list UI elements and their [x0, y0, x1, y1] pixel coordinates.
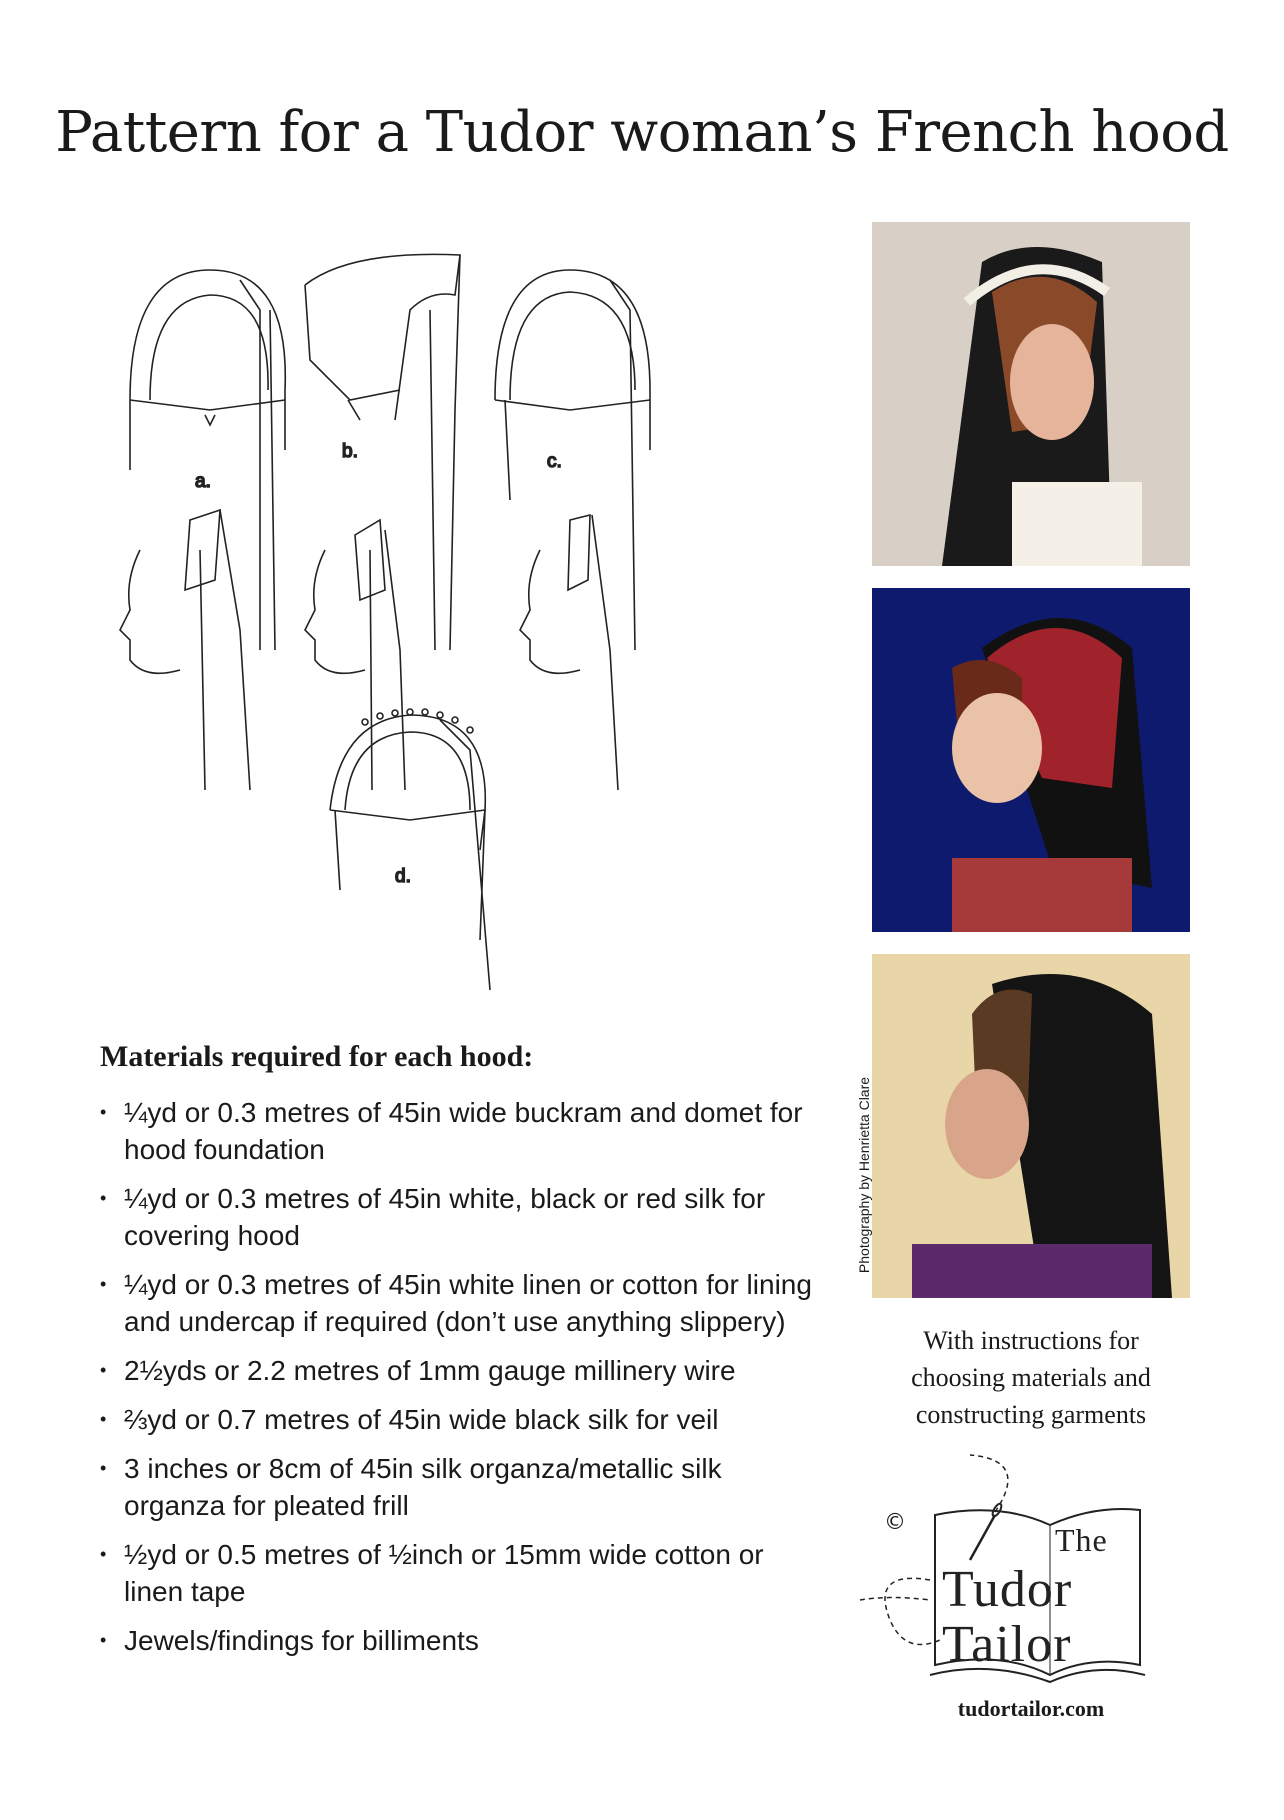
- fig-label-d: d.: [395, 866, 411, 887]
- hood-illustrations: [110, 250, 830, 990]
- logo-tudor: Tudor: [942, 1561, 1073, 1618]
- list-item: • 2½yds or 2.2 metres of 1mm gauge millinery wire: [100, 1355, 736, 1386]
- materials-section: [100, 1040, 820, 1671]
- hood-c-side-illustration: [520, 515, 618, 790]
- list-item: • ¼yd or 0.3 metres of 45in white, black or red silk for covering hood: [100, 1183, 766, 1251]
- website-link[interactable]: tudortailor.com: [957, 1696, 1105, 1721]
- materials-heading: Materials required for each hood:: [100, 1040, 534, 1073]
- copyright-symbol: ©: [884, 1510, 906, 1535]
- list-item: • Jewels/findings for billiments: [100, 1625, 479, 1656]
- fig-label-b: b.: [342, 441, 358, 462]
- tudor-tailor-logo: [850, 1450, 1150, 1690]
- list-item: • 3 inches or 8cm of 45in silk organza/metallic silk organza for pleated frill: [100, 1453, 722, 1521]
- photo-black-hood-girl: [872, 954, 1190, 1298]
- hood-b-side-illustration: [305, 520, 405, 790]
- fig-label-c: c.: [547, 451, 562, 472]
- list-item: • ¼yd or 0.3 metres of 45in white linen or cotton for lining and undercap if required (don’t use anything slippery): [100, 1269, 812, 1337]
- list-item: • ⅔yd or 0.7 metres of 45in wide black silk for veil: [100, 1404, 719, 1435]
- hood-d-front-illustration: [330, 709, 490, 990]
- photo-white-hood-woman: [872, 222, 1190, 566]
- page-title: Pattern for a Tudor woman’s French hood: [55, 100, 1229, 165]
- list-item: • ¼yd or 0.3 metres of 45in wide buckram and domet for hood foundation: [100, 1097, 803, 1165]
- hood-c-front-illustration: [495, 270, 650, 650]
- hood-a-front-illustration: [130, 270, 285, 650]
- tagline: With instructions for choosing materials and constructing garments: [911, 1326, 1151, 1429]
- logo-the: The: [1055, 1522, 1108, 1558]
- fig-label-a: a.: [195, 471, 211, 492]
- list-item: • ½yd or 0.5 metres of ½inch or 15mm wide cotton or linen tape: [100, 1539, 764, 1607]
- logo-tailor: Tailor: [942, 1616, 1072, 1673]
- hood-a-side-illustration: [120, 510, 250, 790]
- photo-credit: Photography by Henrietta Clare: [856, 1076, 872, 1274]
- materials-list: [100, 1094, 820, 1659]
- photo-red-hood-girl: [872, 588, 1190, 932]
